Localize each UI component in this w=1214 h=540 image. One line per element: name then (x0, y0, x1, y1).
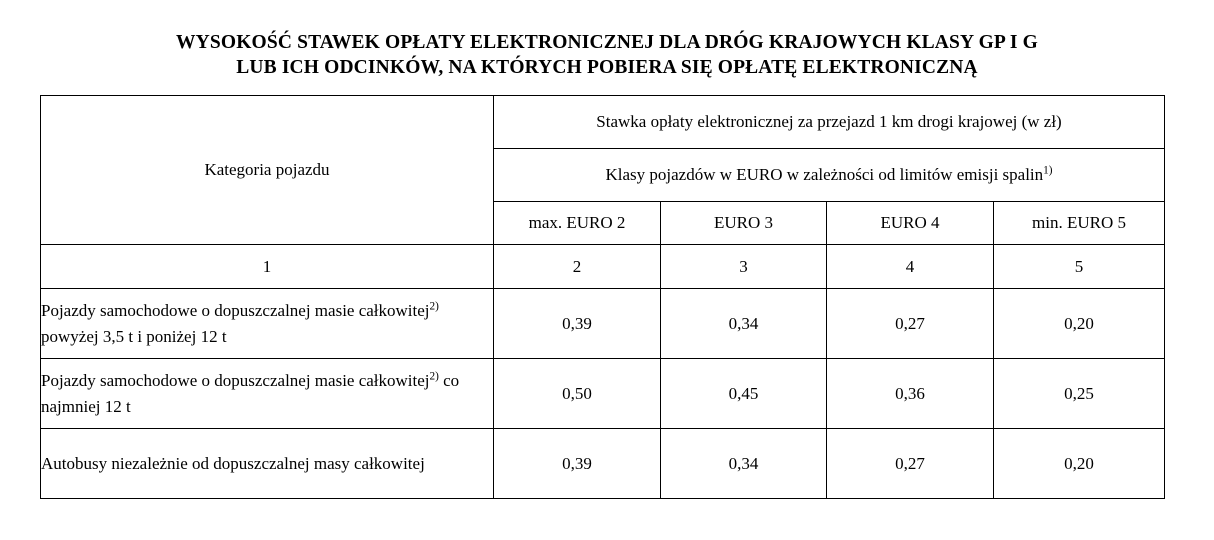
header-rate-description: Stawka opłaty elektronicznej za przejazd 1 km drogi krajowej (w zł) (494, 96, 1165, 149)
footnote-marker-1: 1) (1043, 164, 1053, 177)
rate-value: 0,25 (994, 359, 1165, 429)
column-number-3: 3 (661, 245, 827, 289)
table-row (41, 429, 1165, 499)
column-number-5: 5 (994, 245, 1165, 289)
header-euro-2: max. EURO 2 (494, 202, 661, 245)
table-row (41, 289, 1165, 359)
row-label-buses (41, 429, 494, 499)
title-line-2: LUB ICH ODCINKÓW, NA KTÓRYCH POBIERA SIĘ OPŁATĘ ELEKTRONICZNĄ (236, 57, 978, 78)
header-euro-4: EURO 4 (827, 202, 994, 245)
electronic-toll-rates-table (40, 95, 1165, 499)
column-number-2: 2 (494, 245, 661, 289)
footnote-marker-2: 2) (429, 299, 439, 312)
rate-value: 0,20 (994, 289, 1165, 359)
row-label-text: Pojazdy samochodowe o dopuszczalnej masie całkowitej (41, 370, 430, 390)
row-label-text: Autobusy niezależnie od dopuszczalnej masy całkowitej (41, 453, 425, 473)
column-number-4: 4 (827, 245, 994, 289)
rate-value: 0,39 (494, 289, 661, 359)
rate-value: 0,39 (494, 429, 661, 499)
row-label-text-cont: co najmniej 12 t (41, 370, 460, 416)
header-euro-classes-text: Klasy pojazdów w EURO w zależności od limitów emisji spalin (605, 165, 1044, 184)
table-header-row-rate (41, 96, 1165, 149)
header-category: Kategoria pojazdu (41, 96, 494, 245)
row-label-vehicles-3t5-to-12t (41, 289, 494, 359)
page-title (0, 30, 1214, 80)
footnote-marker-2: 2) (429, 369, 439, 382)
rate-value: 0,34 (661, 289, 827, 359)
column-number-1: 1 (41, 245, 494, 289)
table-row (41, 359, 1165, 429)
header-euro-5: min. EURO 5 (994, 202, 1165, 245)
rate-value: 0,36 (827, 359, 994, 429)
rate-value: 0,27 (827, 289, 994, 359)
header-euro-classes (494, 149, 1165, 202)
header-euro-3: EURO 3 (661, 202, 827, 245)
rate-value: 0,20 (994, 429, 1165, 499)
title-line-1: WYSOKOŚĆ STAWEK OPŁATY ELEKTRONICZNEJ DLA DRÓG KRAJOWYCH KLASY GP I G (176, 32, 1038, 53)
table-column-number-row (41, 245, 1165, 289)
rate-value: 0,45 (661, 359, 827, 429)
row-label-text-cont: powyżej 3,5 t i poniżej 12 t (41, 326, 227, 346)
rate-value: 0,27 (827, 429, 994, 499)
row-label-vehicles-min-12t (41, 359, 494, 429)
rate-value: 0,50 (494, 359, 661, 429)
row-label-text: Pojazdy samochodowe o dopuszczalnej masie całkowitej (41, 300, 430, 320)
rate-value: 0,34 (661, 429, 827, 499)
